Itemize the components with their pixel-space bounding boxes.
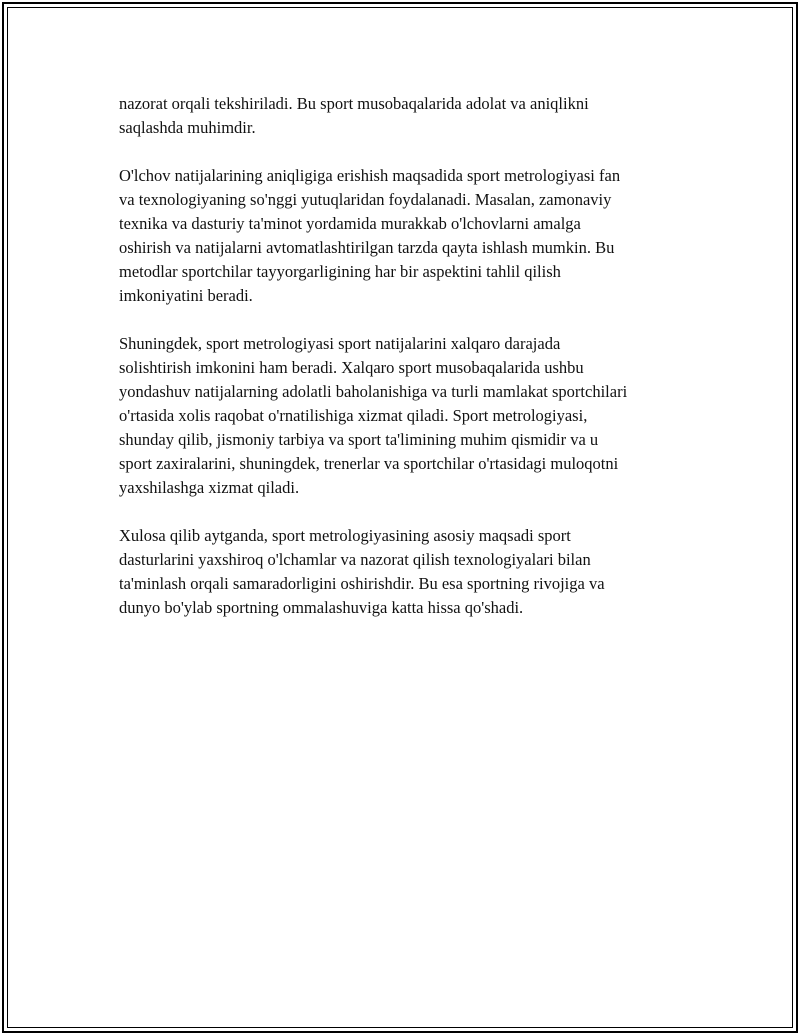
- document-body: [119, 92, 699, 644]
- paragraph-1: nazorat orqali tekshiriladi. Bu sport musobaqalarida adolat va aniqlikni saqlashda muhimdir.: [119, 94, 589, 137]
- paragraph-3: Shuningdek, sport metrologiyasi sport natijalarini xalqaro darajada solishtirish imkonini ham beradi. Xalqaro sport musobaqalarida ushbu yondashuv natijalarning adolatli baholanishiga va turli mamlakat sportchilari o'rtasida xolis raqobat o'rnatilishiga xizmat qiladi. Sport metrologiyasi, shunday qilib, jismoniy tarbiya va sport ta'limining muhim qismidir va u sport zaxiralarini, shuningdek, trenerlar va sportchilar o'rtasidagi muloqotni yaxshilashga xizmat qiladi.: [119, 334, 628, 497]
- paragraph-4: Xulosa qilib aytganda, sport metrologiyasining asosiy maqsadi sport dasturlarini yaxshiroq o'lchamlar va nazorat qilish texnologiyalari bilan ta'minlash orqali samaradorligini oshirishdir. Bu esa sportning rivojiga va dunyo bo'ylab sportning ommalashuviga katta hissa qo'shadi.: [119, 526, 605, 617]
- paragraph-2: O'lchov natijalarining aniqligiga erishish maqsadida sport metrologiyasi fan va texnologiyaning so'nggi yutuqlaridan foydalanadi. Masalan, zamonaviy texnika va dasturiy ta'minot yordamida murakkab o'lchovlarni amalga oshirish va natijalarni avtomatlashtirilgan tarzda qayta ishlash mumkin. Bu metodlar sportchilar tayyorgarligining har bir aspektini tahlil qilish imkoniyatini beradi.: [119, 166, 621, 305]
